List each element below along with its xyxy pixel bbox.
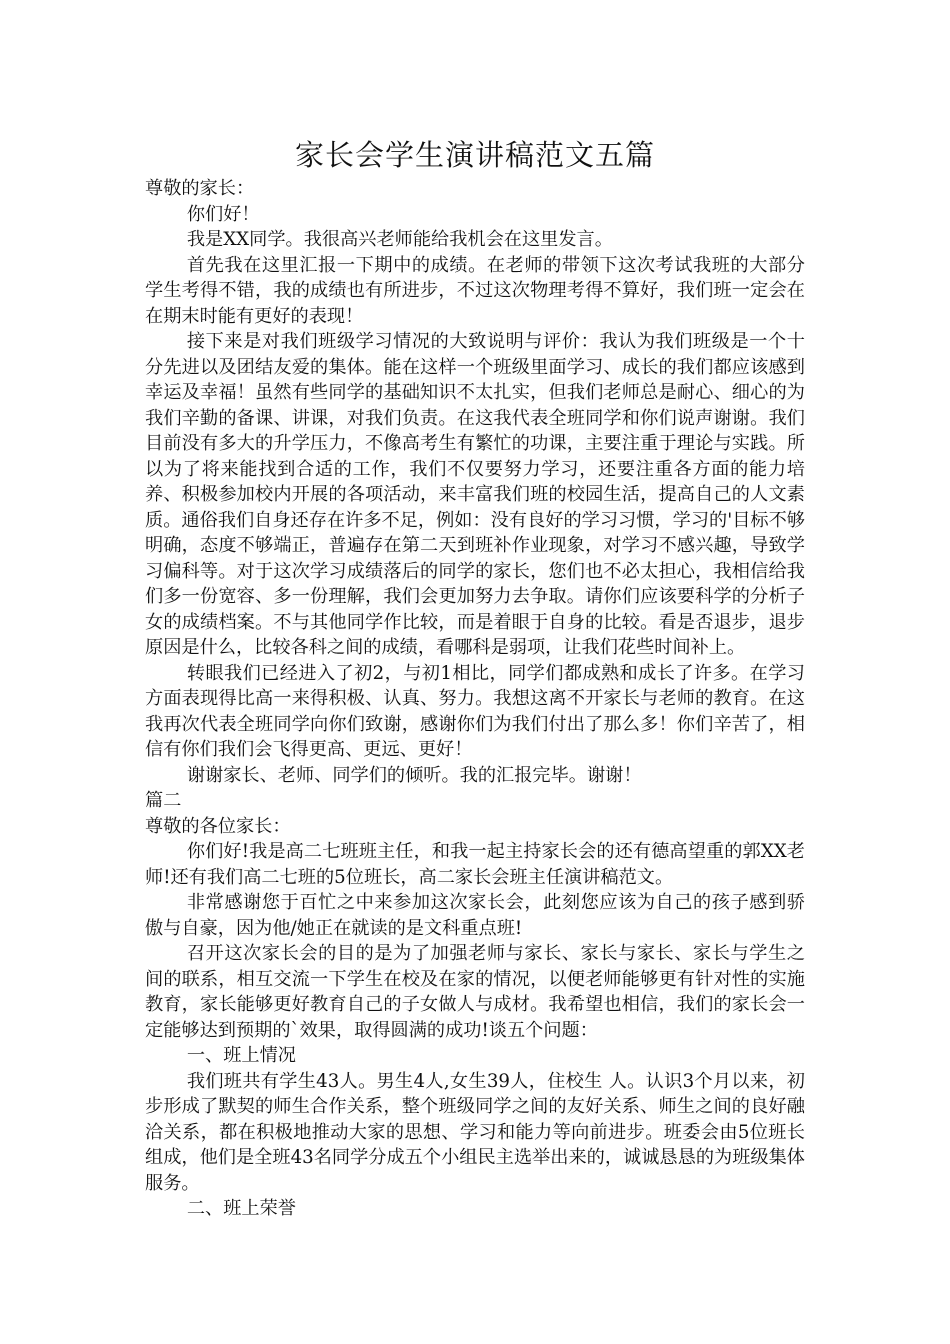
paragraph: 你们好！	[186, 203, 260, 225]
document-title: 家长会学生演讲稿范文五篇	[294, 138, 655, 172]
paragraph: 谢谢家长、老师、同学们的倾听。我的汇报完毕。谢谢！	[186, 764, 642, 786]
paragraph: 一、班上情况	[186, 1045, 296, 1066]
paragraph: 尊敬的家长：	[145, 178, 255, 199]
paragraph: 接下来是对我们班级学习情况的大致说明与评价：我认为我们班级是一个十分先进以及团结友爱的集体。能在这样一个班级里面学习、成长的我们都应该感到幸运及幸福！虽然有些同学的基础知识不太扎实，但我们老师总是耐心、细心的为我们辛勤的备课、讲课，对我们负责。在这我代表全班同学和你们说声谢谢。我们目前没有多大的升学压力，不像高考生有繁忙的功课，主要注重于理论与实践。所以为了将来能找到合适的工作，我们不仅要努力学习，还要注重各方面的能力培养、积极参加校内开展的各项活动，来丰富我们班的校园生活，提高自己的人文素质。通俗我们自身还存在许多不足，例如：没有良好的学习习惯，学习的'目标不够明确，态度不够端正，普遍存在第二天到班补作业现象，对学习不感兴趣，导致学习偏科等。对于这次学习成绩落后的同学的家长，您们也不必太担心，我相信给我们多一份宽容、多一份理解，我们会更加努力去争取。请你们应该要科学的分析子女的成绩档案。不与其他同学作比较，而是着眼于自身的比较。看是否退步，退步原因是什么，比较各科之间的成绩，看哪科是弱项，让我们花些时间补上。	[145, 331, 805, 658]
paragraph: 召开这次家长会的目的是为了加强老师与家长、家长与家长、家长与学生之间的联系，相互交流一下学生在校及在家的情况，以便老师能够更有针对性的实施教育，家长能够更好教育自己的子女做人与成材。我希望也相信，我们的家长会一定能够达到预期的`效果，取得圆满的成功!谈五个问题：	[145, 943, 805, 1041]
paragraph: 非常感谢您于百忙之中来参加这次家长会，此刻您应该为自己的孩子感到骄傲与自豪，因为他/她正在就读的是文科重点班!	[145, 892, 805, 939]
paragraph: 二、班上荣誉	[186, 1198, 296, 1219]
paragraph: 我们班共有学生43人。男生4人,女生39人，住校生 人。认识3个月以来，初步形成了默契的师生合作关系，整个班级同学之间的友好关系、师生之间的良好融洽关系，都在积极地推动大家的思想、学习和能力等向前进步。班委会由5位班长组成，他们是全班43名同学分成五个小组民主选举出来的，诚诚恳恳的为班级集体服务。	[145, 1070, 805, 1194]
paragraph: 篇二	[145, 790, 182, 811]
paragraph: 首先我在这里汇报一下期中的成绩。在老师的带领下这次考试我班的大部分学生考得不错，我的成绩也有所进步，不过这次物理考得不算好，我们班一定会在在期末时能有更好的表现！	[145, 254, 805, 327]
document-body	[145, 176, 805, 1222]
paragraph: 转眼我们已经进入了初2，与初1相比，同学们都成熟和成长了许多。在学习方面表现得比高一来得积极、认真、努力。我想这离不开家长与老师的教育。在这我再次代表全班同学向你们致谢，感谢你们为我们付出了那么多！你们辛苦了，相信有你们我们会飞得更高、更远、更好！	[145, 662, 805, 760]
paragraph: 尊敬的各位家长：	[145, 815, 291, 837]
paragraph: 我是XX同学。我很高兴老师能给我机会在这里发言。	[186, 229, 613, 250]
paragraph: 你们好!我是高二七班班主任，和我一起主持家长会的还有德高望重的郭XX老师!还有我们高二七班的5位班长，高二家长会班主任演讲稿范文。	[145, 841, 805, 888]
